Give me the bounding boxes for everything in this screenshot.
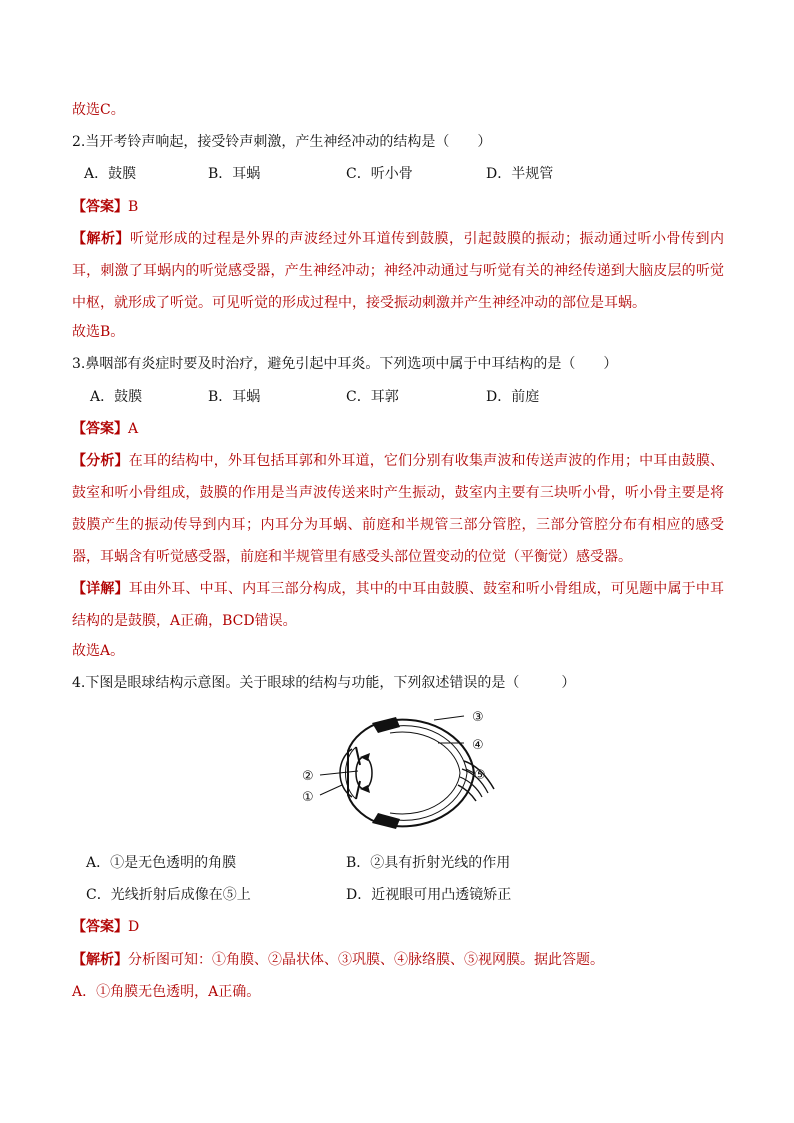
q3-conclusion: 故选A。 (72, 643, 125, 659)
explanation-tag: 【解析】 (72, 952, 128, 968)
analysis-tag: 【分析】 (72, 453, 129, 469)
answer-value: A (128, 421, 139, 437)
answer-value: B (128, 199, 139, 215)
q3-option-a: A．鼓膜 (90, 389, 143, 405)
q3-detail (72, 573, 724, 637)
q4-option-a-analysis: A．①角膜无色透明，A正确。 (72, 984, 261, 1000)
q2-answer (72, 197, 138, 217)
q2-option-c: C．听小骨 (346, 166, 413, 182)
label-4: ④ (472, 738, 484, 753)
q3-answer (72, 419, 138, 439)
q3-option-c: C．耳郭 (346, 389, 399, 405)
q3-analysis (72, 445, 724, 573)
q2-explanation (72, 223, 724, 319)
q4-option-c: C．光线折射后成像在⑤上 (86, 887, 251, 903)
answer-value: D (128, 919, 140, 935)
label-5: ⑤ (474, 768, 486, 783)
question-2: 2.当开考铃声响起，接受铃声刺激，产生神经冲动的结构是（ ） (72, 134, 492, 150)
label-2: ② (302, 769, 314, 784)
explanation-tag: 【解析】 (72, 231, 130, 247)
detail-tag: 【详解】 (72, 581, 129, 597)
q3-option-b: B．耳蜗 (208, 389, 261, 405)
q2-option-a: A．鼓膜 (84, 166, 137, 182)
question-3: 3.鼻咽部有炎症时要及时治疗，避免引起中耳炎。下列选项中属于中耳结构的是（ ） (72, 356, 618, 372)
explanation-body: 分析图可知：①角膜、②晶状体、③巩膜、④脉络膜、⑤视网膜。据此答题。 (128, 952, 604, 968)
q3-option-d: D．前庭 (486, 389, 540, 405)
q4-option-a: A．①是无色透明的角膜 (86, 855, 237, 871)
q4-explanation (72, 950, 604, 970)
q4-option-b: B．②具有折射光线的作用 (346, 855, 511, 871)
q4-option-d: D．近视眼可用凸透镜矫正 (346, 887, 512, 903)
answer-tag: 【答案】 (72, 919, 128, 935)
label-1: ① (302, 790, 314, 805)
label-3: ③ (472, 710, 484, 725)
analysis-body: 在耳的结构中，外耳包括耳郭和外耳道，它们分别有收集声波和传送声波的作用；中耳由鼓膜、鼓室和听小骨组成，鼓膜的作用是当声波传送来时产生振动，鼓室内主要有三块听小骨，听小骨主要是将鼓膜产生的振动传导到内耳；内耳分为耳蜗、前庭和半规管三部分管腔，三部分管腔分布有相应的感受器，耳蜗含有听觉感受器，前庭和半规管里有感受头部位置变动的位觉（平衡觉）感受器。 (72, 453, 725, 565)
q2-option-b: B．耳蜗 (208, 166, 261, 182)
q2-conclusion: 故选B。 (72, 324, 125, 340)
answer-tag: 【答案】 (72, 199, 128, 215)
conclusion-prev: 故选C。 (72, 102, 125, 118)
eyeball-diagram (296, 703, 506, 843)
q2-option-d: D．半规管 (486, 166, 554, 182)
question-4: 4.下图是眼球结构示意图。关于眼球的结构与功能，下列叙述错误的是（ ） (72, 675, 576, 691)
answer-tag: 【答案】 (72, 421, 128, 437)
detail-body: 耳由外耳、中耳、内耳三部分构成，其中的中耳由鼓膜、鼓室和听小骨组成，可见题中属于中耳结构的是鼓膜，A正确，BCD错误。 (72, 581, 725, 629)
q4-answer (72, 917, 139, 937)
explanation-body: 听觉形成的过程是外界的声波经过外耳道传到鼓膜，引起鼓膜的振动；振动通过听小骨传到内耳，刺激了耳蜗内的听觉感受器，产生神经冲动；神经冲动通过与听觉有关的神经传递到大脑皮层的听觉中枢，就形成了听觉。可见听觉的形成过程中，接受振动刺激并产生神经冲动的部位是耳蜗。 (72, 231, 724, 311)
